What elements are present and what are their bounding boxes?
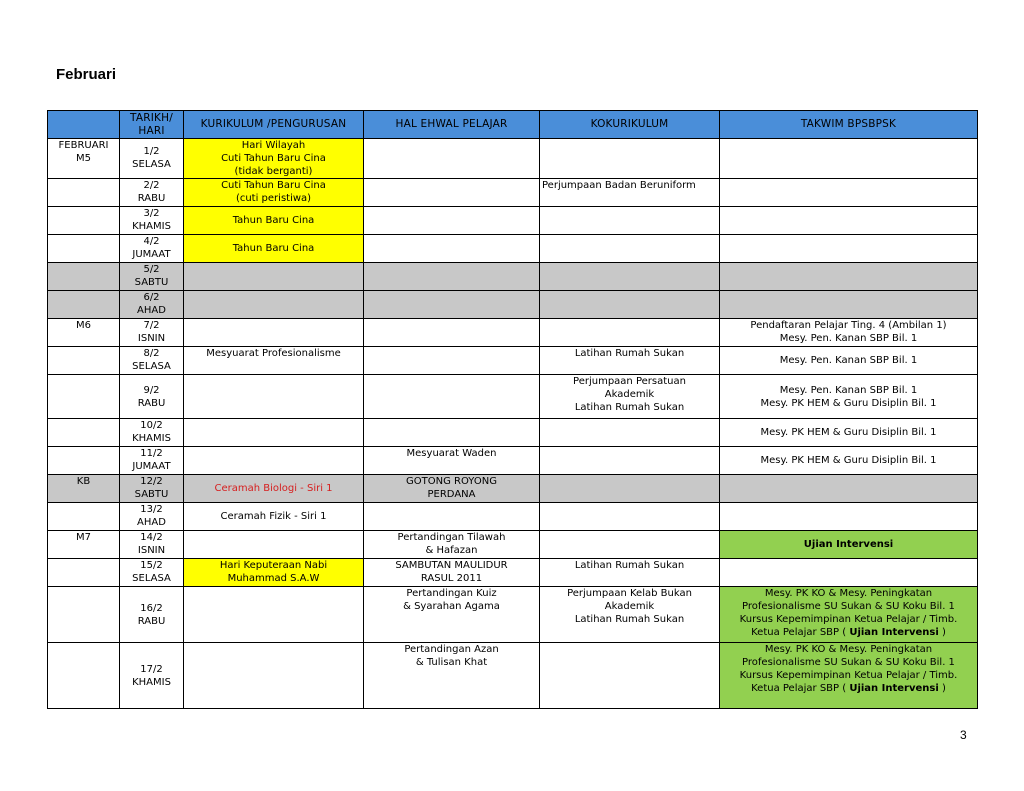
cell-tarikh: 13/2 AHAD	[120, 503, 184, 531]
cell-bulan	[48, 263, 120, 291]
cell-koko	[540, 139, 720, 179]
table-row	[48, 207, 978, 235]
cell-tarikh: 9/2 RABU	[120, 375, 184, 419]
table-row	[48, 235, 978, 263]
cell-tarikh: 15/2 SELASA	[120, 559, 184, 587]
cell-kurikulum: Cuti Tahun Baru Cina (cuti peristiwa)	[184, 179, 364, 207]
cell-bulan	[48, 291, 120, 319]
cell-koko: Perjumpaan Persatuan Akademik Latihan Rumah Sukan	[540, 375, 720, 419]
cell-koko	[540, 419, 720, 447]
cell-koko	[540, 319, 720, 347]
cell-bulan	[48, 319, 120, 347]
table-row	[48, 179, 978, 207]
cell-takwim	[720, 235, 978, 263]
cell-koko: Perjumpaan Badan Beruniform	[540, 179, 720, 207]
cell-bulan	[48, 235, 120, 263]
table-row	[48, 475, 978, 503]
header-koko: KOKURIKULUM	[540, 111, 720, 139]
cell-koko	[540, 207, 720, 235]
cell-hep	[364, 503, 540, 531]
cell-kurikulum	[184, 291, 364, 319]
cell-koko	[540, 531, 720, 559]
cell-kurikulum: Ceramah Biologi - Siri 1	[184, 475, 364, 503]
header-tarikh: TARIKH/ HARI	[120, 111, 184, 139]
cell-takwim	[720, 503, 978, 531]
cell-tarikh: 17/2 KHAMIS	[120, 643, 184, 709]
header-row	[48, 111, 978, 139]
cell-hep	[364, 139, 540, 179]
cell-kurikulum	[184, 375, 364, 419]
cell-takwim: Mesy. PK HEM & Guru Disiplin Bil. 1	[720, 447, 978, 475]
cell-hep	[364, 179, 540, 207]
calendar-table	[47, 110, 978, 709]
table-row	[48, 375, 978, 419]
cell-hep	[364, 235, 540, 263]
cell-takwim	[720, 643, 978, 709]
cell-hep: SAMBUTAN MAULIDUR RASUL 2011	[364, 559, 540, 587]
cell-takwim	[720, 475, 978, 503]
table-row	[48, 447, 978, 475]
table-row	[48, 319, 978, 347]
cell-takwim	[720, 291, 978, 319]
cell-bulan	[48, 643, 120, 709]
cell-kurikulum	[184, 587, 364, 643]
takwim-text: Mesy. PK KO & Mesy. Peningkatan Profesionalisme SU Sukan & SU Koku Bil. 1 Kursus Kepemimpinan Ketua Pelajar / Timb. Ketua Pelajar SBP (	[739, 644, 958, 694]
cell-takwim	[720, 559, 978, 587]
week-label: KB	[76, 476, 91, 487]
cell-koko	[540, 475, 720, 503]
cell-kurikulum: Mesyuarat Profesionalisme	[184, 347, 364, 375]
table-row	[48, 587, 978, 643]
cell-bulan	[48, 419, 120, 447]
cell-kurikulum	[184, 419, 364, 447]
cell-hep: Pertandingan Kuiz & Syarahan Agama	[364, 587, 540, 643]
takwim-tail: )	[941, 627, 946, 638]
cell-tarikh: 2/2 RABU	[120, 179, 184, 207]
page-number: 3	[960, 728, 967, 742]
cell-hep: GOTONG ROYONG PERDANA	[364, 475, 540, 503]
cell-koko	[540, 263, 720, 291]
cell-kurikulum	[184, 447, 364, 475]
cell-tarikh: 6/2 AHAD	[120, 291, 184, 319]
cell-tarikh: 10/2 KHAMIS	[120, 419, 184, 447]
cell-bulan	[48, 531, 120, 559]
cell-tarikh: 5/2 SABTU	[120, 263, 184, 291]
cell-hep	[364, 263, 540, 291]
takwim-text: Mesy. PK KO & Mesy. Peningkatan Profesionalisme SU Sukan & SU Koku Bil. 1 Kursus Kepemimpinan Ketua Pelajar / Timb. Ketua Pelajar SBP (	[739, 588, 958, 638]
table-row	[48, 347, 978, 375]
cell-koko	[540, 643, 720, 709]
cell-hep	[364, 347, 540, 375]
cell-tarikh: 4/2 JUMAAT	[120, 235, 184, 263]
table-row	[48, 419, 978, 447]
cell-koko	[540, 235, 720, 263]
table-row	[48, 263, 978, 291]
takwim-tail: )	[941, 683, 946, 694]
cell-takwim	[720, 263, 978, 291]
cell-takwim	[720, 587, 978, 643]
cell-kurikulum	[184, 531, 364, 559]
week-label: M7	[76, 532, 91, 543]
cell-hep	[364, 291, 540, 319]
cell-takwim: Pendaftaran Pelajar Ting. 4 (Ambilan 1) Mesy. Pen. Kanan SBP Bil. 1	[720, 319, 978, 347]
cell-takwim: Mesy. PK HEM & Guru Disiplin Bil. 1	[720, 419, 978, 447]
cell-tarikh: 12/2 SABTU	[120, 475, 184, 503]
cell-koko	[540, 447, 720, 475]
cell-hep	[364, 419, 540, 447]
cell-hep	[364, 319, 540, 347]
cell-kurikulum: Tahun Baru Cina	[184, 235, 364, 263]
cell-bulan	[48, 503, 120, 531]
cell-koko	[540, 503, 720, 531]
cell-bulan	[48, 375, 120, 419]
cell-kurikulum: Hari Wilayah Cuti Tahun Baru Cina (tidak berganti)	[184, 139, 364, 179]
table-row	[48, 559, 978, 587]
cell-hep: Mesyuarat Waden	[364, 447, 540, 475]
page-title: Februari	[56, 66, 117, 83]
cell-kurikulum	[184, 319, 364, 347]
header-bulan	[48, 111, 120, 139]
takwim-bold: Ujian Intervensi	[849, 627, 939, 638]
cell-takwim	[720, 207, 978, 235]
cell-bulan	[48, 587, 120, 643]
cell-tarikh: 3/2 KHAMIS	[120, 207, 184, 235]
takwim-bold: Ujian Intervensi	[849, 683, 939, 694]
cell-takwim: Mesy. Pen. Kanan SBP Bil. 1	[720, 347, 978, 375]
cell-tarikh: 16/2 RABU	[120, 587, 184, 643]
cell-bulan	[48, 475, 120, 503]
cell-hep	[364, 207, 540, 235]
cell-kurikulum	[184, 263, 364, 291]
cell-bulan	[48, 447, 120, 475]
cell-bulan	[48, 179, 120, 207]
cell-takwim: Ujian Intervensi	[720, 531, 978, 559]
cell-bulan: FEBRUARI M5	[48, 139, 120, 179]
cell-bulan	[48, 207, 120, 235]
cell-koko	[540, 291, 720, 319]
cell-hep: Pertandingan Azan & Tulisan Khat	[364, 643, 540, 709]
cell-tarikh: 1/2 SELASA	[120, 139, 184, 179]
cell-takwim	[720, 139, 978, 179]
table-row	[48, 643, 978, 709]
header-kurikulum: KURIKULUM /PENGURUSAN	[184, 111, 364, 139]
cell-koko: Perjumpaan Kelab Bukan Akademik Latihan Rumah Sukan	[540, 587, 720, 643]
header-takwim: TAKWIM BPSBPSK	[720, 111, 978, 139]
table-row	[48, 531, 978, 559]
table-row	[48, 139, 978, 179]
cell-koko: Latihan Rumah Sukan	[540, 559, 720, 587]
cell-hep	[364, 375, 540, 419]
cell-tarikh: 7/2 ISNIN	[120, 319, 184, 347]
cell-kurikulum: Hari Keputeraan Nabi Muhammad S.A.W	[184, 559, 364, 587]
cell-takwim: Mesy. Pen. Kanan SBP Bil. 1 Mesy. PK HEM & Guru Disiplin Bil. 1	[720, 375, 978, 419]
cell-kurikulum: Ceramah Fizik - Siri 1	[184, 503, 364, 531]
cell-tarikh: 14/2 ISNIN	[120, 531, 184, 559]
cell-bulan	[48, 347, 120, 375]
cell-kurikulum: Tahun Baru Cina	[184, 207, 364, 235]
cell-takwim	[720, 179, 978, 207]
cell-tarikh: 8/2 SELASA	[120, 347, 184, 375]
cell-koko: Latihan Rumah Sukan	[540, 347, 720, 375]
table-row	[48, 291, 978, 319]
cell-bulan	[48, 559, 120, 587]
cell-kurikulum	[184, 643, 364, 709]
table-row	[48, 503, 978, 531]
header-hep: HAL EHWAL PELAJAR	[364, 111, 540, 139]
week-label: M6	[76, 320, 91, 331]
cell-hep: Pertandingan Tilawah & Hafazan	[364, 531, 540, 559]
cell-tarikh: 11/2 JUMAAT	[120, 447, 184, 475]
